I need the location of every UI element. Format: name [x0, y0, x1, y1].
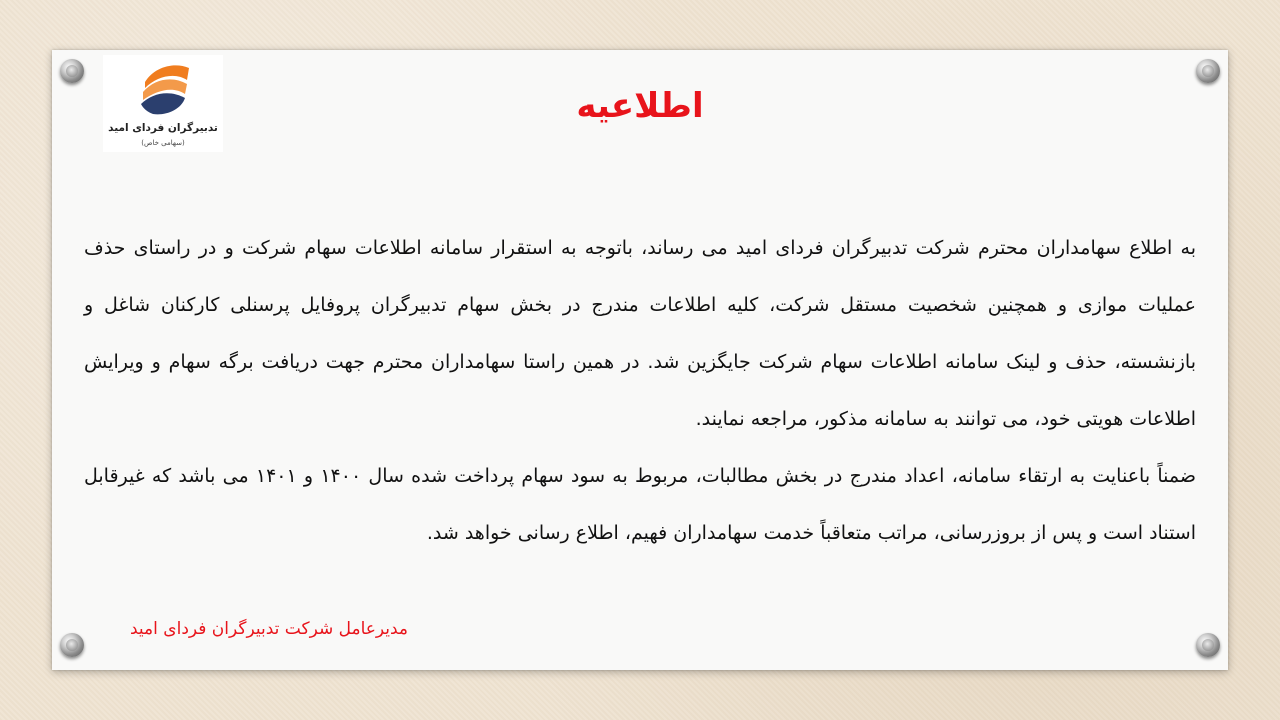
logo-mark-icon — [135, 58, 193, 118]
pushpin-icon — [60, 59, 84, 83]
notice-paragraph: ضمناً باعنایت به ارتقاء سامانه، اعداد مندرج در بخش مطالبات، مربوط به سود سهام پرداخت شده سال ۱۴۰۰ و ۱۴۰۱ می باشد که غیرقابل استناد است و پس از بروزرسانی، مراتب متعاقباً خدمت سهامداران فهیم، اطلاع رسانی خواهد شد. — [84, 465, 1196, 544]
notice-body — [84, 220, 1196, 562]
page-title: اطلاعیه — [576, 86, 704, 126]
company-logo — [103, 55, 223, 152]
logo-company-name: تدبیرگران فردای امید — [108, 122, 218, 134]
pushpin-icon — [60, 633, 84, 657]
pushpin-icon — [1196, 59, 1220, 83]
signature-line: مدیرعامل شرکت تدبیرگران فردای امید — [130, 619, 409, 639]
notice-paragraph: به اطلاع سهامداران محترم شرکت تدبیرگران فردای امید می رساند، باتوجه به استقرار سامانه اطلاعات سهام شرکت و در راستای حذف عملیات موازی و همچنین شخصیت مستقل شرکت، کلیه اطلاعات مندرج در بخش سهام تدبیرگران پروفایل پرسنلی کارکنان شاغل و بازنشسته، حذف و لینک سامانه اطلاعات سهام شرکت جایگزین شد. در همین راستا سهامداران محترم جهت دریافت برگه سهام و ویرایش اطلاعات هویتی خود، می توانند به سامانه مذکور، مراجعه نمایند. — [84, 237, 1196, 430]
pushpin-icon — [1196, 633, 1220, 657]
logo-company-type: (سهامی خاص) — [141, 139, 185, 147]
